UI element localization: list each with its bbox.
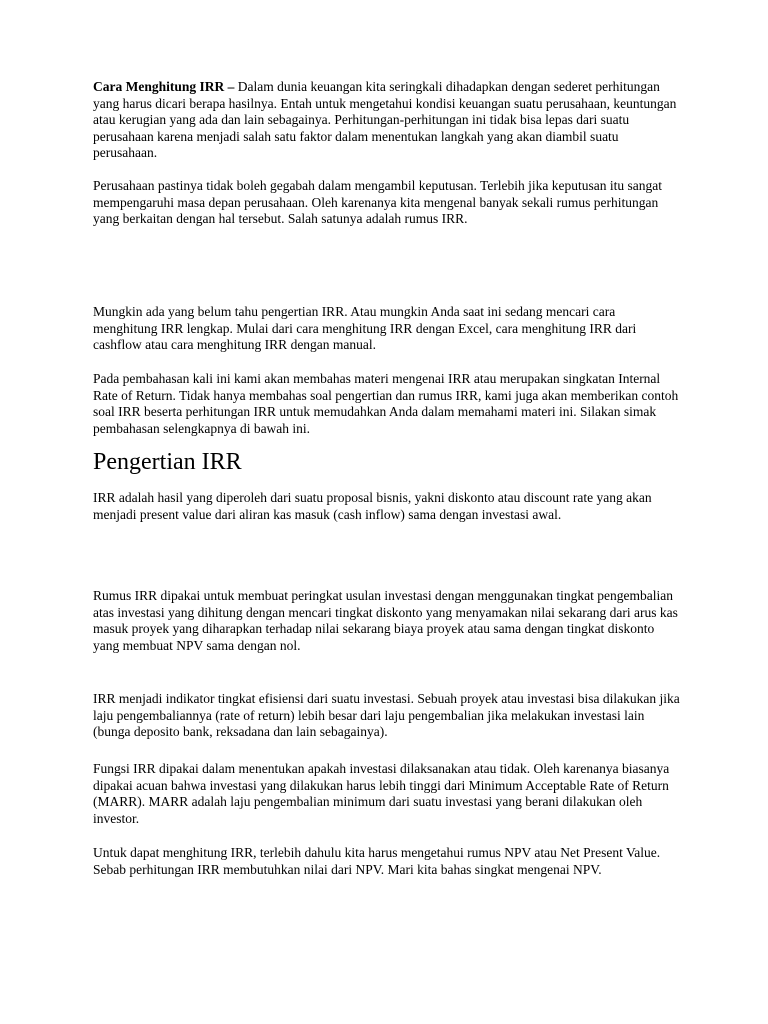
intro-lead: Cara Menghitung IRR – [93,79,235,94]
document-page [93,79,683,878]
section-heading: Pengertian IRR [93,449,242,475]
paragraph-8: Fungsi IRR dipakai dalam menentukan apakah investasi dilaksanakan atau tidak. Oleh karenanya biasanya dipakai acuan bahwa investasi yang dilakukan harus lebih tinggi dari Minimum Acceptable Rate of Return (MARR). MARR adalah laju pengembalian minimum dari suatu investasi yang berani dilakukan oleh investor. [93,761,670,826]
paragraph-6: Rumus IRR dipakai untuk membuat peringkat usulan investasi dengan menggunakan tingkat pengembalian atas investasi yang dihitung dengan mencari tingkat diskonto yang menyamakan nilai sekarang dari arus kas masuk proyek yang diharapkan terhadap nilai sekarang biaya proyek atau sama dengan tingkat diskonto yang membuat NPV sama dengan nol. [93,588,678,653]
paragraph-7: IRR menjadi indikator tingkat efisiensi dari suatu investasi. Sebuah proyek atau investasi bisa dilakukan jika laju pengembaliannya (rate of return) lebih besar dari laju pengembalian jika melakukan investasi lain (bunga deposito bank, reksadana dan lain sebagainya). [93,691,680,740]
paragraph-3: Mungkin ada yang belum tahu pengertian IRR. Atau mungkin Anda saat ini sedang mencari cara menghitung IRR lengkap. Mulai dari cara menghitung IRR dengan Excel, cara menghitung IRR dari cashflow atau cara menghitung IRR dengan manual. [93,304,637,353]
paragraph-4: Pada pembahasan kali ini kami akan membahas materi mengenai IRR atau merupakan singkatan Internal Rate of Return. Tidak hanya membahas soal pengertian dan rumus IRR, kami juga akan memberikan contoh soal IRR beserta perhitungan IRR untuk memudahkan Anda dalam memahami materi ini. Silakan simak pembahasan selengkapnya di bawah ini. [93,371,679,436]
paragraph-5: IRR adalah hasil yang diperoleh dari suatu proposal bisnis, yakni diskonto atau discount rate yang akan menjadi present value dari aliran kas masuk (cash inflow) sama dengan investasi awal. [93,490,652,522]
intro-text: Dalam dunia keuangan kita seringkali dihadapkan dengan sederet perhitungan yang harus dicari berapa hasilnya. Entah untuk mengetahui kondisi keuangan suatu perusahaan, keuntungan atau kerugian yang ada dan lain sebagainya. Perhitungan-perhitungan ini tidak bisa lepas dari suatu perusahaan karena menjadi salah satu faktor dalam menentukan langkah yang akan diambil suatu perusahaan. [93,79,677,161]
paragraph-2: Perusahaan pastinya tidak boleh gegabah dalam mengambil keputusan. Terlebih jika keputusan itu sangat mempengaruhi masa depan perusahaan. Oleh karenanya kita mengenal banyak sekali rumus perhitungan yang berkaitan dengan hal tersebut. Salah satunya adalah rumus IRR. [93,178,663,227]
paragraph-9: Untuk dapat menghitung IRR, terlebih dahulu kita harus mengetahui rumus NPV atau Net Present Value. Sebab perhitungan IRR membutuhkan nilai dari NPV. Mari kita bahas singkat mengenai NPV. [93,845,661,877]
intro-paragraph [93,79,683,178]
